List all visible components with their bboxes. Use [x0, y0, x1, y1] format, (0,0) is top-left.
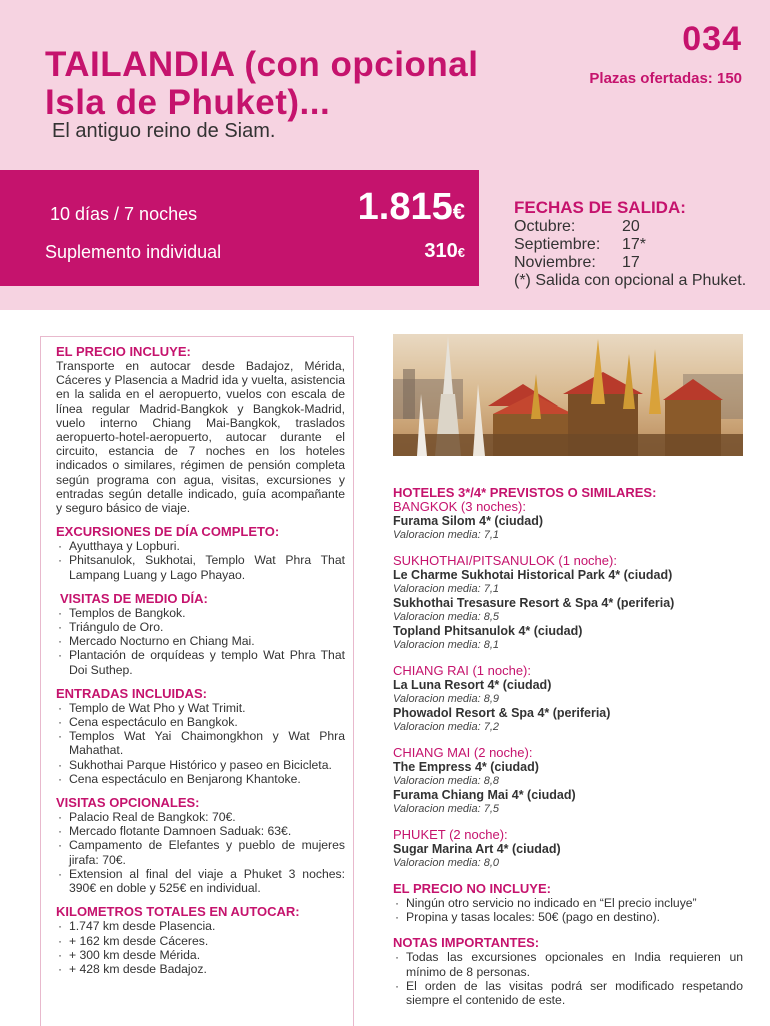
- list-item: · Templo de Wat Pho y Wat Trimit.: [56, 701, 345, 715]
- trip-code: 034: [682, 20, 742, 58]
- hotel-rating: Valoracion media: 8,8: [393, 774, 499, 787]
- list-item: · Plantación de orquídeas y templo Wat Phra That Doi Suthep.: [56, 648, 345, 676]
- departure-dates-title: FECHAS DE SALIDA:: [514, 198, 686, 217]
- list-item: · 1.747 km desde Plasencia.: [56, 919, 345, 933]
- hotel-name: Le Charme Sukhotai Historical Park 4* (ciudad): [393, 568, 673, 582]
- supplement-value: 310: [424, 240, 458, 262]
- header-band: [0, 0, 770, 310]
- list-item: · Triángulo de Oro.: [56, 620, 345, 634]
- supplement-label: Suplemento individual: [45, 242, 222, 262]
- departure-date-row: [514, 218, 764, 236]
- full-day-title: EXCURSIONES DE DÍA COMPLETO:: [56, 524, 280, 540]
- departure-date-row: [514, 254, 764, 272]
- not-included-list: [393, 896, 743, 924]
- includes-title: EL PRECIO INCLUYE:: [56, 344, 191, 359]
- half-day-list: [56, 606, 345, 677]
- left-column: [40, 336, 354, 1026]
- list-item: · Campamento de Elefantes y pueblo de mujeres jirafa: 70€.: [56, 838, 345, 866]
- price-currency: €: [452, 199, 465, 224]
- departure-date-list: [514, 218, 764, 272]
- hotel-city: BANGKOK (3 noches):: [393, 499, 526, 514]
- trip-duration: 10 días / 7 noches: [50, 204, 198, 224]
- hotel-name: Furama Chiang Mai 4* (ciudad): [393, 788, 576, 802]
- hotel-name: The Empress 4* (ciudad): [393, 760, 539, 774]
- supplement-currency: €: [457, 245, 465, 260]
- hotels-title: HOTELES 3*/4* PREVISTOS O SIMILARES:: [393, 485, 657, 500]
- list-item: · Ayutthaya y Lopburi.: [56, 539, 345, 553]
- hotel-rating: Valoracion media: 7,2: [393, 720, 499, 733]
- departure-day: 20: [622, 218, 640, 235]
- hotel-name: Furama Silom 4* (ciudad): [393, 514, 544, 528]
- hotel-city: PHUKET (2 noche):: [393, 827, 508, 842]
- departure-month: Septiembre:: [514, 236, 601, 253]
- hotel-rating: Valoracion media: 8,1: [393, 638, 499, 651]
- hotel-rating: Valoracion media: 7,1: [393, 528, 499, 541]
- list-item: · Mercado Nocturno en Chiang Mai.: [56, 634, 345, 648]
- page-subtitle: El antiguo reino de Siam.: [52, 120, 276, 142]
- price-value: 1.815: [357, 186, 453, 228]
- hotel-rating: Valoracion media: 8,9: [393, 692, 499, 705]
- seats-offered: Plazas ofertadas: 150: [589, 70, 742, 87]
- hotel-name: Sukhothai Tresasure Resort & Spa 4* (periferia): [393, 596, 675, 610]
- notes-list: [393, 950, 743, 1007]
- hotel-city: CHIANG MAI (2 noche):: [393, 745, 533, 760]
- entries-title: ENTRADAS INCLUIDAS:: [56, 685, 207, 701]
- includes-text: Transporte en autocar desde Badajoz, Mérida, Cáceres y Plasencia a Madrid ida y vuelta, asistencia en la salida en el aeropuerto, vuelos con escala de línea regular Madrid-Bangkok y Bangkok-Madrid, vuelo interno Chiang Mai-Bangkok, traslados aeropuerto-hotel-aeropuerto, autocar durante el circuito, estancia de 7 noches en los hoteles indicados o similares, régimen de pensión completa según programa con agua, visitas, excursiones y entradas según detalle indicado, guía acompañante y seguro básico de viaje.: [56, 359, 345, 516]
- departure-month: Noviembre:: [514, 254, 596, 271]
- list-item: · Mercado flotante Damnoen Saduak: 63€.: [56, 824, 345, 838]
- list-item: · Cena espectáculo en Bangkok.: [56, 715, 345, 729]
- list-item: · Palacio Real de Bangkok: 70€.: [56, 810, 345, 824]
- price-box: [0, 170, 479, 286]
- half-day-title: VISITAS DE MEDIO DÍA:: [60, 590, 208, 606]
- optional-list: [56, 810, 345, 895]
- list-item: · El orden de las visitas podrá ser modificado respetando siempre el contenido de este.: [393, 979, 743, 1007]
- departure-note: (*) Salida con opcional a Phuket.: [514, 272, 747, 289]
- list-item: · Ningún otro servicio no indicado en “El precio incluye”: [393, 896, 743, 910]
- list-item: · + 428 km desde Badajoz.: [56, 962, 345, 976]
- departure-dates: [514, 198, 764, 290]
- list-item: · + 162 km desde Cáceres.: [56, 934, 345, 948]
- list-item: · Phitsanulok, Sukhotai, Templo Wat Phra That Lampang Luang y Lago Phayao.: [56, 553, 345, 581]
- hotel-rating: Valoracion media: 7,1: [393, 582, 499, 595]
- temple-photo: [393, 334, 743, 456]
- right-column: [393, 486, 743, 1007]
- title-line-1: TAILANDIA (con opcional: [45, 45, 479, 84]
- list-item: · Todas las excursiones opcionales en India requieren un mínimo de 8 personas.: [393, 950, 743, 978]
- list-item: · Sukhothai Parque Histórico y paseo en Bicicleta.: [56, 758, 345, 772]
- supplement-price: [424, 240, 465, 263]
- entries-list: [56, 701, 345, 786]
- list-item: · Templos de Bangkok.: [56, 606, 345, 620]
- not-included-title: EL PRECIO NO INCLUYE:: [393, 881, 551, 896]
- hotel-rating: Valoracion media: 8,0: [393, 856, 499, 869]
- hotel-name: Topland Phitsanulok 4* (ciudad): [393, 624, 583, 638]
- km-title: KILOMETROS TOTALES EN AUTOCAR:: [56, 904, 300, 920]
- departure-day: 17: [622, 254, 640, 271]
- hotel-name: Phowadol Resort & Spa 4* (periferia): [393, 706, 611, 720]
- hotel-city: CHIANG RAI (1 noche):: [393, 663, 531, 678]
- departure-date-row: [514, 236, 764, 254]
- departure-day: 17*: [622, 236, 647, 253]
- list-item: · + 300 km desde Mérida.: [56, 948, 345, 962]
- full-day-list: [56, 539, 345, 582]
- hotel-city: SUKHOTHAI/PITSANULOK (1 noche):: [393, 553, 617, 568]
- page-title: [45, 46, 565, 122]
- hotel-rating: Valoracion media: 8,5: [393, 610, 499, 623]
- list-item: · Templos Wat Yai Chaimongkhon y Wat Phra Mahathat.: [56, 729, 345, 757]
- notes-title: NOTAS IMPORTANTES:: [393, 935, 540, 951]
- list-item: · Cena espectáculo en Benjarong Khantoke.: [56, 772, 345, 786]
- list-item: · Extension al final del viaje a Phuket 3 noches: 390€ en doble y 525€ en individual.: [56, 867, 345, 895]
- hotel-rating: Valoracion media: 7,5: [393, 802, 499, 815]
- hotel-name: Sugar Marina Art 4* (ciudad): [393, 842, 561, 856]
- hotel-list: [393, 500, 743, 870]
- list-item: · Propina y tasas locales: 50€ (pago en destino).: [393, 910, 743, 924]
- trip-price: [358, 186, 465, 229]
- km-list: [56, 919, 345, 976]
- departure-month: Octubre:: [514, 218, 576, 235]
- title-line-2: Isla de Phuket)...: [45, 83, 331, 122]
- hotel-name: La Luna Resort 4* (ciudad): [393, 678, 552, 692]
- optional-title: VISITAS OPCIONALES:: [56, 795, 200, 811]
